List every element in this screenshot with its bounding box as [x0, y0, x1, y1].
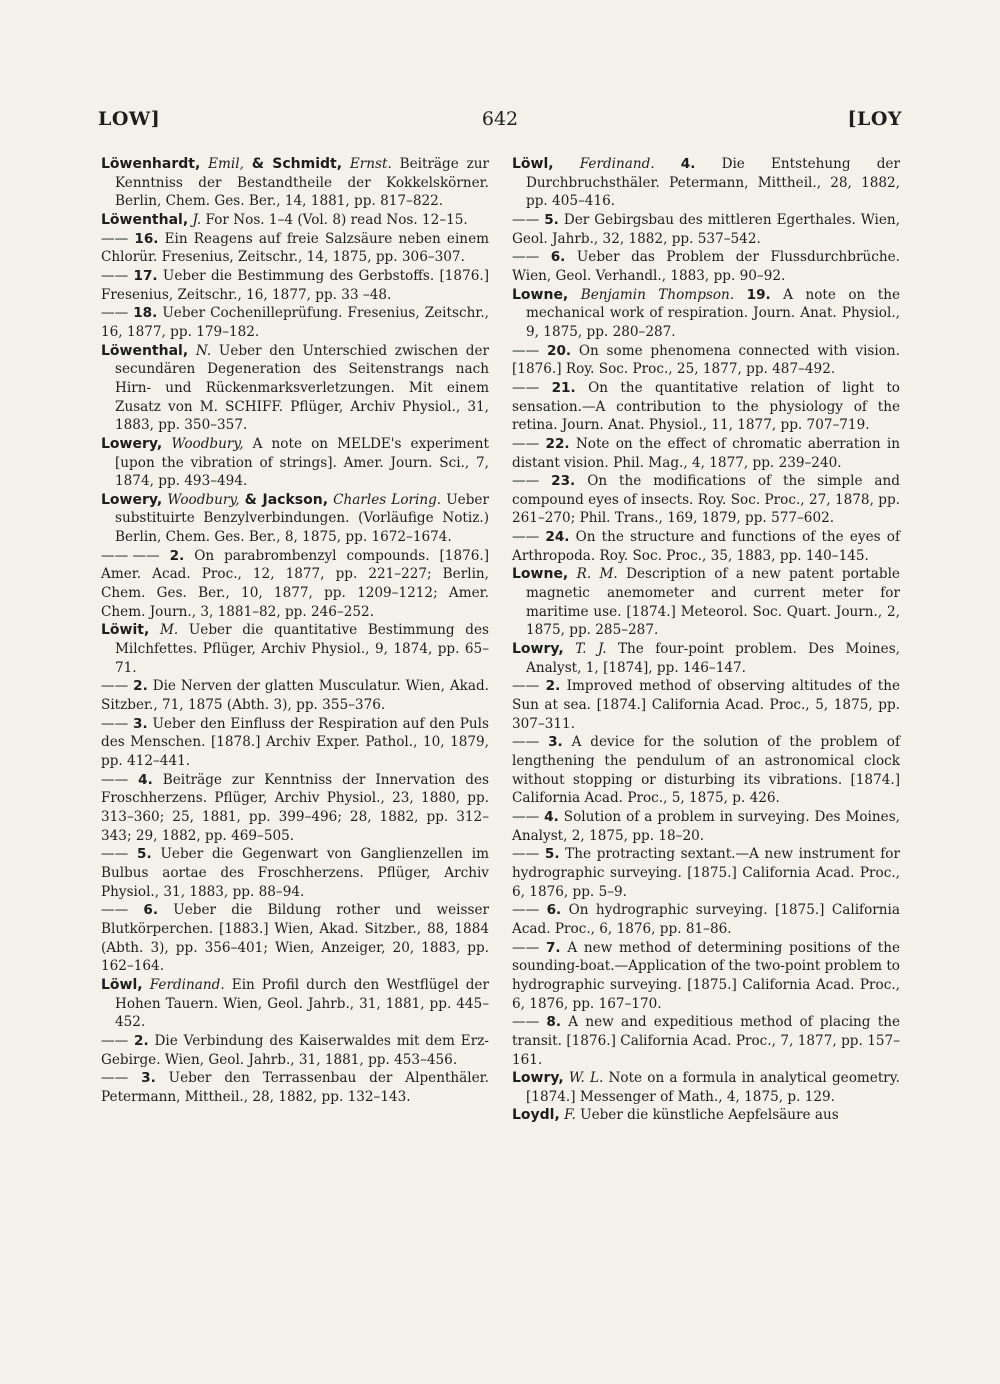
author-given: W. L. [568, 1070, 604, 1087]
bib-subentry [101, 230, 489, 267]
bib-entry [101, 621, 489, 677]
entry-text: The four-point problem. Des Moines, Analyst, 1, [1874], pp. 146–147. [526, 641, 900, 676]
entry-number: 18. [133, 305, 158, 322]
bib-entry [101, 435, 489, 491]
entry-text: Note on the effect of chromatic aberration in distant vision. Phil. Mag., 4, 1877, pp. 239–240. [512, 435, 900, 471]
entry-text: Ueber substituirte Benzylverbindungen. (Vorläufige Notiz.) Berlin, Chem. Ges. Ber., 8, 1875, pp. 1672–1674. [115, 491, 489, 546]
bib-subentry [512, 528, 900, 565]
entry-number: 6. [143, 902, 159, 919]
bib-subentry [512, 677, 900, 733]
entry-dash: —— [512, 211, 540, 228]
entry-text: Beiträge zur Kenntniss der Innervation des Froschherzens. Pflüger, Archiv Physiol., 23, 1880, pp. 313–360; 25, 1881, pp. 399–496; 28, 1882, pp. 312–343; 29, 1882, pp. 469–505. [101, 771, 489, 844]
entry-text: Ueber die Bildung rother und weisser Blutkörperchen. [1883.] Wien, Akad. Sitzber., 88, 1884 (Abth. 3), pp. 356–401; Wien, Anzeiger, 20, 1883, pp. 162–164. [101, 902, 490, 975]
author-surname: Lowne, [512, 286, 569, 303]
entry-text: A new and expeditious method of placing the transit. [1876.] California Acad. Proc., 7, 1877, pp. 157–161. [512, 1014, 900, 1068]
author-given: Woodbury, [171, 435, 244, 452]
entry-number: 8. [546, 1014, 562, 1031]
author-surname: Lowry, [512, 641, 564, 658]
bib-subentry [512, 939, 900, 1014]
entry-text: Description of a new patent portable magnetic anemometer and current meter for maritime use. [1874.] Meteorol. Soc. Quart. Journ., 2, 1875, pp. 285–287. [526, 566, 900, 639]
page-number: 642 [481, 108, 519, 130]
entry-number: 21. [551, 379, 576, 396]
author-given: J. [192, 211, 202, 228]
entry-number: 20. [546, 342, 572, 359]
page-header [98, 108, 902, 138]
entry-text: A device for the solution of the problem of lengthening the pendulum of an astronomical clock without stopping or disturbing its vibrations. [1874.] California Acad. Proc., 5, 1875, p. 426. [512, 734, 900, 807]
entry-number: 4. [138, 771, 153, 788]
bib-subentry [512, 248, 900, 285]
entry-text: Ein Profil durch den Westflügel der Hohen Tauern. Wien, Geol. Jahrb., 31, 1881, pp. 445–452. [115, 976, 489, 1031]
author-given: Woodbury, [167, 491, 240, 508]
author-given: R. M. [576, 566, 618, 583]
entry-dash: —— [512, 342, 540, 359]
entry-text: Beiträge zur Kenntniss der Bestandtheile der Kokkelskörner. Berlin, Chem. Ges. Ber., 14, 1881, pp. 817–822. [115, 156, 489, 210]
entry-number: 19. [746, 286, 771, 303]
author-surname: Löwit, [101, 622, 150, 639]
author-given: Benjamin Thompson. [580, 286, 735, 303]
entry-text: Die Entstehung der Durchbruchsthäler. Petermann, Mittheil., 28, 1882, pp. 405–416. [526, 156, 900, 210]
bib-subentry [512, 211, 900, 248]
bib-subentry [101, 715, 489, 771]
bib-entry [101, 342, 489, 435]
bib-subentry [101, 845, 489, 901]
author-given: Ferdinand. [579, 156, 655, 172]
bib-entry [512, 565, 900, 640]
entry-number: 3. [141, 1070, 156, 1087]
author-surname: Löwl, [512, 156, 554, 172]
coauthor-given: Ernst. [349, 156, 392, 172]
entry-dash: —— [512, 846, 540, 863]
author-surname: Löwenhardt, [101, 156, 201, 172]
entry-text: On the quantitative relation of light to sensation.—A contribution to the physiology of the retina. Journ. Anat. Physiol., 11, 1877, pp. 707–719. [512, 379, 900, 434]
author-surname: Lowery, [101, 435, 163, 452]
bib-entry [512, 286, 900, 342]
entry-text: Der Gebirgsbau des mittleren Egerthales. Wien, Geol. Jahrb., 32, 1882, pp. 537–542. [512, 211, 900, 247]
entry-text: The protracting sextant.—A new instrument for hydrographic surveying. [1875.] California Acad. Proc., 6, 1876, pp. 5–9. [512, 846, 900, 900]
entry-text: Ueber den Einfluss der Respiration auf den Puls des Menschen. [1878.] Archiv Exper. Pathol., 10, 1879, pp. 412–441. [101, 715, 489, 769]
author-given: M. [159, 622, 179, 639]
bib-subentry [101, 677, 489, 714]
bib-subentry [512, 379, 900, 435]
entry-number: 5. [544, 846, 560, 863]
entry-dash: —— [512, 249, 540, 266]
entry-dash: —— [101, 305, 129, 322]
entry-dash: —— [101, 715, 129, 732]
entry-dash: —— [101, 1032, 129, 1049]
running-head-right: [LOY [847, 108, 902, 130]
entry-dash: —— [512, 379, 540, 396]
bib-entry [101, 211, 489, 230]
entry-text: Ueber das Problem der Flussdurchbrüche. Wien, Geol. Verhandl., 1883, pp. 90–92. [512, 249, 900, 284]
entry-text: Ueber den Terrassenbau der Alpenthäler. Petermann, Mittheil., 28, 1882, pp. 132–143. [101, 1070, 489, 1105]
author-given: N. [195, 342, 212, 359]
bib-subentry [512, 472, 900, 528]
right-column [512, 155, 900, 1125]
bib-entry [512, 155, 900, 211]
entry-dash: —— [512, 529, 540, 546]
bib-entry [101, 491, 489, 547]
entry-dash: —— [512, 902, 540, 919]
bib-subentry [512, 733, 900, 808]
entry-number: 4. [680, 156, 696, 172]
entry-text: Ueber die Gegenwart von Ganglienzellen im Bulbus aortae des Froschherzens. Pflüger, Archiv Physiol., 31, 1883, pp. 88–94. [101, 846, 489, 900]
entry-text: On some phenomena connected with vision. [1876.] Roy. Soc. Proc., 25, 1877, pp. 487–492. [512, 342, 901, 378]
coauthor-given: Charles Loring. [333, 491, 442, 508]
author-given: F. [564, 1107, 576, 1124]
author-surname: Löwenthal, [101, 342, 189, 359]
entry-text: On parabrombenzyl compounds. [1876.] Amer. Acad. Proc., 12, 1877, pp. 221–227; Berlin, Chem. Ges. Ber., 10, 1877, pp. 1209–1212; Amer. Chem. Journ., 3, 1881–82, pp. 246–252. [101, 547, 490, 620]
entry-dash: —— [512, 435, 540, 452]
entry-dash: —— [101, 1070, 129, 1087]
entry-number: 23. [551, 473, 576, 490]
coauthor-surname: & Schmidt, [251, 156, 343, 172]
entry-text: A note on MELDE's experiment [upon the vibration of strings]. Amer. Journ. Sci., 7, 1874, pp. 493–494. [115, 435, 489, 490]
entry-text: Ein Reagens auf freie Salzsäure neben einem Chlorür. Fresenius, Zeitschr., 14, 1875, pp. 306–307. [101, 230, 490, 266]
entry-text: Ueber die quantitative Bestimmung des Milchfettes. Pflüger, Archiv Physiol., 9, 1874, pp. 65–71. [115, 622, 489, 676]
entry-dash: —— [512, 473, 540, 490]
bib-subentry [512, 808, 900, 845]
coauthor-surname: & Jackson, [244, 491, 329, 508]
author-given: Ferdinand. [149, 976, 225, 993]
entry-text: On hydrographic surveying. [1875.] California Acad. Proc., 6, 1876, pp. 81–86. [512, 902, 900, 937]
entry-number: 2. [169, 547, 185, 564]
entry-number: 4. [544, 808, 559, 825]
bib-entry [101, 155, 489, 211]
bib-entry [512, 1069, 900, 1106]
bib-subentry [512, 435, 900, 472]
author-surname: Lowne, [512, 566, 569, 583]
entry-text: On the modifications of the simple and compound eyes of insects. Roy. Soc. Proc., 27, 1878, pp. 261–270; Phil. Trans., 169, 1879, pp. 577–602. [512, 473, 900, 527]
entry-text: Ueber Cochenilleprüfung. Fresenius, Zeitschr., 16, 1877, pp. 179–182. [101, 305, 489, 340]
entry-number: 2. [545, 678, 561, 695]
author-given: T. J. [575, 641, 607, 658]
entry-number: 7. [545, 939, 561, 956]
author-surname: Löwenthal, [101, 211, 189, 228]
entry-number: 3. [548, 734, 563, 751]
entry-text: A new method of determining positions of the sounding-boat.—Application of the two-point problem to hydrographic surveying. [1875.] California Acad. Proc., 6, 1876, pp. 167–170. [512, 939, 900, 1012]
entry-text: On the structure and functions of the eyes of Arthropoda. Roy. Soc. Proc., 35, 1883, pp. 140–145. [512, 529, 901, 564]
entry-text: Ueber die künstliche Aepfelsäure aus [580, 1107, 839, 1124]
bib-subentry [512, 1013, 900, 1069]
bib-subentry [101, 267, 489, 304]
entry-number: 17. [133, 267, 158, 284]
bib-subentry [101, 304, 489, 341]
left-column [101, 155, 489, 1106]
entry-text: Die Verbindung des Kaiserwaldes mit dem Erz-Gebirge. Wien, Geol. Jahrb., 31, 1881, pp. 453–456. [101, 1032, 489, 1068]
entry-dash: —— [101, 267, 129, 284]
entry-dash: —— [512, 939, 540, 956]
entry-dash: —— [101, 678, 129, 695]
entry-number: 2. [133, 678, 148, 695]
entry-dash: —— [512, 808, 540, 825]
bib-subentry [512, 901, 900, 938]
author-given: Emil, [208, 156, 244, 172]
bib-entry [512, 640, 900, 677]
entry-number: 5. [137, 846, 152, 863]
bib-subentry [512, 845, 900, 901]
entry-number: 6. [550, 249, 566, 266]
entry-dash: —— [101, 902, 129, 919]
entry-number: 6. [546, 902, 562, 919]
entry-number: 24. [545, 529, 570, 546]
bib-entry [101, 976, 489, 1032]
entry-number: 16. [134, 230, 159, 247]
entry-number: 2. [134, 1032, 149, 1049]
entry-dash: —— [512, 678, 540, 695]
entry-number: 5. [544, 211, 559, 228]
entry-text: Solution of a problem in surveying. Des Moines, Analyst, 2, 1875, pp. 18–20. [512, 808, 900, 844]
author-surname: Lowry, [512, 1070, 564, 1087]
bib-subentry [101, 771, 489, 846]
author-surname: Loydl, [512, 1107, 560, 1124]
entry-number: 3. [133, 715, 148, 732]
bib-subentry [101, 901, 489, 976]
running-head-left: LOW] [98, 108, 161, 130]
entry-dash: —— [101, 846, 129, 863]
author-surname: Lowery, [101, 491, 163, 508]
bib-subentry [101, 1069, 489, 1106]
entry-text: Die Nerven der glatten Musculatur. Wien, Akad. Sitzber., 71, 1875 (Abth. 3), pp. 355–376. [101, 678, 489, 714]
entry-text: Ueber den Unterschied zwischen der secundären Degeneration des Seitenstrangs nach Hirn- und Rückenmarksverletzungen. Mit einem Zusatz von M. SCHIFF. Pflüger, Archiv Physiol., 31, 1883, pp. 350–357. [115, 342, 489, 434]
entry-text: For Nos. 1–4 (Vol. 8) read Nos. 12–15. [205, 211, 468, 228]
entry-text: Ueber die Bestimmung des Gerbstoffs. [1876.] Fresenius, Zeitschr., 16, 1877, pp. 33 –48. [101, 267, 490, 303]
entry-text: Improved method of observing altitudes of the Sun at sea. [1874.] California Acad. Proc., 5, 1875, pp. 307–311. [512, 678, 901, 732]
entry-dash: —— [512, 1014, 540, 1031]
bib-subentry [512, 342, 900, 379]
bib-entry [512, 1106, 900, 1125]
bib-subentry [101, 547, 489, 622]
entry-dash: —— [512, 734, 540, 751]
entry-dash: —— [101, 771, 129, 788]
author-surname: Löwl, [101, 976, 143, 993]
entry-number: 22. [545, 435, 570, 452]
bib-subentry [101, 1032, 489, 1069]
entry-text: A note on the mechanical work of respiration. Journ. Anat. Physiol., 9, 1875, pp. 280–287. [526, 286, 901, 340]
entry-dash: —— —— [101, 547, 160, 564]
entry-dash: —— [101, 230, 129, 247]
entry-text: Note on a formula in analytical geometry. [1874.] Messenger of Math., 4, 1875, p. 129. [526, 1070, 900, 1105]
